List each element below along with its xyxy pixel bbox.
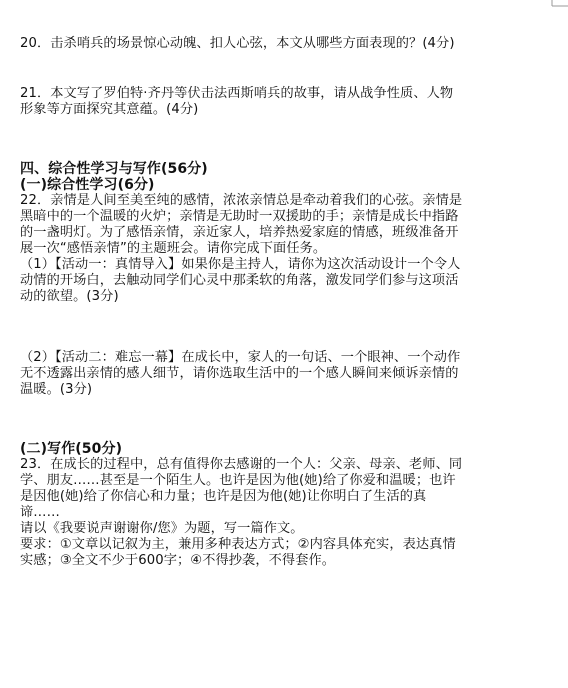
activity-2-line-1: （2）【活动二：难忘一幕】在成长中，家人的一句话、一个眼神、一个动作 — [20, 350, 461, 365]
question-22-line-2: 黑暗中的一个温暖的火炉；亲情是无助时一双援助的手；亲情是成长中指路 — [20, 209, 459, 224]
question-23-line-2: 学、朋友……甚至是一个陌生人。也许是因为他(她)给了你爱和温暖；也许 — [20, 473, 456, 488]
question-22-line-4: 展一次“感悟亲情”的主题班会。请你完成下面任务。 — [20, 241, 327, 256]
question-21-line-1: 21．本文写了罗伯特·齐丹等伏击法西斯哨兵的故事，请从战争性质、人物 — [20, 86, 454, 101]
subsection-1-title: (一)综合性学习(6分) — [20, 177, 155, 193]
corner-crop-mark — [536, 0, 568, 10]
section-title: 四、综合性学习与写作(56分) — [20, 161, 208, 177]
essay-prompt: 请以《我要说声谢谢你/您》为题，写一篇作文。 — [20, 521, 304, 536]
activity-2-line-2: 无不透露出亲情的感人细节，请你选取生活中的一个感人瞬间来倾诉亲情的 — [20, 366, 459, 381]
question-22-line-3: 的一盏明灯。为了感悟亲情，亲近家人，培养热爱家庭的情感，班级准备开 — [20, 225, 459, 240]
question-23-line-1: 23．在成长的过程中，总有值得你去感谢的一个人：父亲、母亲、老师、同 — [20, 457, 463, 472]
requirements-line-2: 实感；③全文不少于600字；④不得抄袭，不得套作。 — [20, 553, 336, 568]
activity-1-line-2: 动情的开场白，去触动同学们心灵中那柔软的角落，激发同学们参与这项活 — [20, 273, 459, 288]
activity-1-line-1: （1）【活动一：真情导入】如果你是主持人，请你为这次活动设计一个令人 — [20, 257, 461, 272]
question-22-line-1: 22．亲情是人间至美至纯的感情，浓浓亲情总是牵动着我们的心弦。亲情是 — [20, 193, 463, 208]
question-21-line-2: 形象等方面探究其意蕴。(4分) — [20, 102, 199, 117]
activity-2-line-3: 温暖。(3分) — [20, 382, 93, 397]
question-23-line-3: 是因他(她)给了你信心和力量；也许是因为他(她)让你明白了生活的真 — [20, 489, 427, 504]
subsection-2-title: (二)写作(50分) — [20, 441, 123, 457]
requirements-line-1: 要求：①文章以记叙为主，兼用多种表达方式；②内容具体充实，表达真情 — [20, 537, 456, 552]
question-23-line-4: 谛…… — [20, 505, 60, 520]
question-20: 20．击杀哨兵的场景惊心动魄、扣人心弦，本文从哪些方面表现的？(4分) — [20, 36, 455, 51]
activity-1-line-3: 动的欲望。(3分) — [20, 289, 119, 304]
